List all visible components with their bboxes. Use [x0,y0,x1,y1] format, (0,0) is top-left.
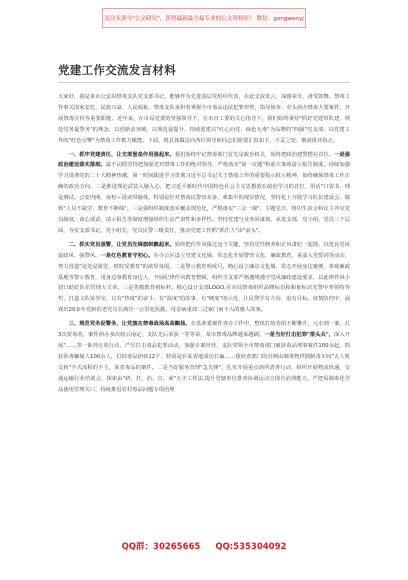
promo-banner-text: 关注头条号"公文研究"，获得最新最全最专业的公文资料库！ 微信：gongwenyj [104,16,304,22]
qq-group-label: QQ群：30265665 [121,542,201,552]
paragraph-intro [58,92,350,147]
paragraph-text: 我们始终牢记禁毒部门首先是政治机关，始终把政治建警摆在首位。 [174,151,335,158]
paragraph-text: 深入开展"……等一系列专项行动，严厉打击毒品犯罪活动，加强专案经营，支队带领全市禁毒部门破获毒品刑事案件100余起，抓获涉毒嫌疑人100余人，打掉毒品团伙12个，特别是在某省地成功打赢……我侦查部门的首例由制毒物供到制毒车间"五人机交转"全式流程的不主，某省毒品的案件。二是当好服务管理"急先锋"，扎实开展重点场所清查行动，组织开展物流快递、交通运输行业培训会，探索由"研、打、治、宣、戒"五字工作法,提升管辖单位排查协调运动宣现有治理能力。严把易制毒化学品使用管理关口，持续推进农村毒品问题专项治理 [58,332,350,393]
paragraph-text: 我是某市公安局禁毒支队党支部书记，能够作为先进基层党组织代表，在此交流发言，深感荣幸，备受鼓舞。禁毒工作事关国家安危、民族兴衰、人民福祉。禁毒支队承担着掌握全市毒品违法犯罪形势，指导侦查、牵头侦办禁毒大要案件，开展禁毒宣传等重要职能。近年来，在市局党委的坚强领导下，在市直工委的关心指导下，我们始终秉持"抓好党建带队建、规范党务促警务"的理念，以创新求突破，以规范促提升，持续创建以"红心向党、绿色无毒"为品牌的"四强"党支部，以党建工作的"红色引擎"为禁毒工作蓄力赋能。下面，将具体做法向各位领导和同志们简要汇报如下，不妥之处，敬请批评指正。 [58,94,350,144]
section-subheading: 一是强政治建设落实落细。 [58,151,350,169]
section-heading: 三、规范党务促警务，让党旗在禁毒战场高高飘扬。 [68,321,191,328]
title-divider [58,82,350,83]
qq-label: QQ:535304092 [215,542,287,552]
paragraph-text: 始终把住作风保过这个关键，坚持党性修养和正风肃纪一起抓，以优良党风促政风、强警风， [58,241,350,259]
section-heading: 一、抓牢党建责任，让支部堡垒作用强起来。 [68,151,175,158]
paragraph-text: 在基准委案件查办工作中，整体打防党组不断攀升，元水到一案、打3次贸毒者，案件侦办多次较云南定，支队先后荣获一等等荣，某市禁毒品牌越来越刷。 [58,321,350,339]
section-heading: 二、抓实党员强警，让党员先锋旗帜飘起来。 [68,241,175,248]
paragraph-section-2 [58,240,350,316]
section-subheading: 一是当好打击犯罪"排头兵"， [264,332,335,339]
document-title: 党建工作交流发言材料 [58,63,176,77]
paragraph-section-1 [58,150,350,237]
document-body [58,92,350,398]
contact-footer [0,540,408,552]
paragraph-section-3 [58,319,350,395]
salutation: 大家好， [58,94,80,100]
section-subheading: 一是红色教育守初心。 [100,252,154,259]
promo-banner [102,8,306,28]
paragraph-text: 在办公区设立党建文化墙，常态化开展警营文化，廉政教育，重温入党誓词等活动，努力营造"处处是课堂，时时受教育"的浓厚氛围。二是警示教育明戒尺。精心设立廉洁文化墙，常态开展身边案例，参观廉政基地等警示教育，用身边事教育身边人，开展纪律作风教育整顿，组织全支部严格遵规遵守党风廉政建设要求，以此律作风小切口助好队伍管理大文章。三是英模教育树标杆。精心设计支部LOGO,在市局禁毒组织品牌标语和和象标识先警中率领特等奖，打造文队荣誉室，以有"热度"的奋斗、有"温度"的故事、有"硬度"的示范，让民警学有方向、追有目标。疫情防控中，涌现出20多年党龄的老党员在满宣一公里处执勤，母亲病重却三过家门而不入的感人故事。 [58,252,350,314]
paragraph-text: 最不动摇坚持把加强党对禁毒工作的绝对领导，严格落实"第一议题"和重大事项请示报告制度，持续加强学习贯彻党的二十大精神热潮，第一时间跟进学习贯彻习近平总书记关于禁毒工作的重要指示批示精神，始终确保禁毒工作正确的政治方向。二是推进理论武装入脑入心，把习近平新时代中国特色社会主义思想放在政治学习的首位，用活"口袋书、理论测试、公安内网、夜校＋晨读带载体，特别是针对禁毒民警出差多、难集中的现实情况，坚持化上分散学习队伍建设会、做到"人员不缺学、教育不断线"。三是强组织制度落实覆盖规范化，严格落实"三会一课"、主题党日、组织生活会和民主评议党员制度，谈心谈话，请示报告等制度增强组织生活严肃性和多样性。坚持党建与业务同谋划，从发支部，党小组，党员三个层面，夯实支部书记，党小组长，党员民警三级责任，推动党建工作抓"抓住人"由"前头"。 [58,162,350,234]
